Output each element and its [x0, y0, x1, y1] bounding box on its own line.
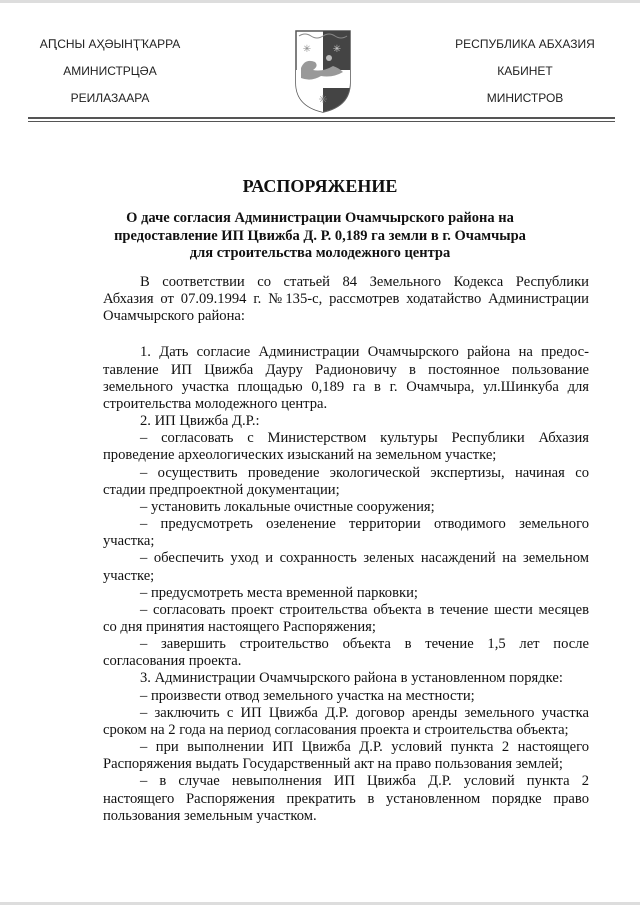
paragraph	[103, 688, 589, 705]
document-body	[103, 274, 589, 825]
paragraph	[103, 773, 589, 824]
paragraph	[103, 274, 589, 325]
paragraph-line: – согласовать с Министерством культуры Республики Абхазия	[140, 430, 589, 447]
paragraph-gap	[103, 325, 589, 344]
header-abkhaz	[30, 31, 190, 112]
header-right-line: КАБИНЕТ	[497, 64, 553, 78]
paragraph-line: 2. ИП Цвижба Д.Р.:	[140, 413, 260, 430]
paragraph-line: тавление ИП Цвижба Дауру Радионовичу в постоянное пользование	[103, 361, 589, 378]
paragraph-line: земельного участка площадью 0,189 га в г. Очамчыра, ул.Шинкуба для	[103, 378, 589, 395]
paragraph	[103, 670, 589, 687]
paragraph-line: Очамчырского района:	[103, 308, 245, 325]
paragraph-line: – согласовать проект строительства объекта в течение шести месяцев	[140, 601, 589, 618]
paragraph-line: – осуществить проведение экологической экспертизы, начиная со	[140, 464, 589, 481]
paragraph-line: – произвести отвод земельного участка на местности;	[140, 687, 475, 704]
document-subtitle	[0, 210, 640, 263]
paragraph	[103, 430, 589, 464]
paragraph-line: – предусмотреть озеленение территории отводимого земельного	[140, 516, 589, 533]
paragraph-line: 3. Администрации Очамчырского района в установленном порядке:	[140, 670, 563, 687]
header-left-line: АԤСНЫ АҲӘЫНҬҠАРРА	[39, 37, 181, 51]
paragraph-line: – завершить строительство объекта в течение 1,5 лет после	[140, 636, 589, 653]
paragraph	[103, 516, 589, 550]
paragraph	[103, 344, 589, 413]
paragraph-line: Абхазия от 07.09.1994 г. №135-с, рассмотрев ходатайство Администрации	[103, 291, 589, 308]
paragraph-line: – установить локальные очистные сооружения;	[140, 498, 435, 515]
paragraph-line: участка;	[103, 533, 155, 550]
paragraph-line: стадии предпроектной документации;	[103, 481, 340, 498]
paragraph-line: согласования проекта.	[103, 653, 242, 670]
paragraph-line: строительства молодежного центра.	[103, 395, 328, 412]
paragraph-line: – при выполнении ИП Цвижба Д.Р. условий пункта 2 настоящего	[140, 739, 589, 756]
paragraph	[103, 413, 589, 430]
paragraph-line: настоящего Распоряжения прекратить в установленном порядке право	[103, 790, 589, 807]
paragraph-line: сроком на 2 года на период согласования проекта и строительства объекта;	[103, 721, 569, 738]
svg-text:✳: ✳	[332, 44, 342, 55]
paragraph	[103, 550, 589, 584]
subtitle-line: О даче согласия Администрации Очамчырского района на	[126, 210, 514, 226]
paragraph-line: проведение археологических изысканий на земельном участке;	[103, 447, 497, 464]
paragraph	[103, 739, 589, 773]
paragraph-line: – предусмотреть места временной парковки;	[140, 584, 418, 601]
header-rule-thick	[28, 117, 615, 119]
paragraph-line: со дня принятия настоящего Распоряжения;	[103, 618, 376, 635]
paragraph-line: – заключить с ИП Цвижба Д.Р. договор аренды земельного участка	[140, 704, 589, 721]
paragraph-line: – в случае невыполнения ИП Цвижба Д.Р. условий пункта 2	[140, 773, 589, 790]
document-title: РАСПОРЯЖЕНИЕ	[242, 176, 398, 196]
header-rule-thin	[28, 121, 615, 122]
svg-text:✳: ✳	[318, 94, 328, 106]
header-left-line: АМИНИСТРЦӘА	[63, 64, 157, 78]
paragraph	[103, 465, 589, 499]
subtitle-line: для строительства молодежного центра	[189, 245, 451, 261]
header-right-line: РЕСПУБЛИКА АБХАЗИЯ	[455, 37, 595, 51]
subtitle-line: предоставление ИП Цвижба Д. Р. 0,189 га земли в г. Очамчыра	[114, 227, 526, 244]
paragraph	[103, 636, 589, 670]
paragraph-line: Распоряжения выдать Государственный акт на право пользования землей;	[103, 756, 563, 773]
paragraph-line: 1. Дать согласие Администрации Очамчырского района на предос-	[140, 344, 589, 361]
header-left-line: РЕИЛАЗААРА	[70, 91, 150, 105]
paragraph-line: пользования земельным участком.	[103, 807, 317, 824]
paragraph	[103, 585, 589, 602]
paragraph	[103, 499, 589, 516]
svg-text:✳: ✳	[302, 44, 312, 55]
paragraph-line: В соответствии со статьей 84 Земельного Кодекса Республики	[140, 274, 589, 290]
scan-edge-top	[0, 0, 640, 3]
header-russian	[440, 31, 610, 112]
paragraph-line: участке;	[103, 567, 155, 584]
paragraph	[103, 602, 589, 636]
coat-of-arms-emblem	[293, 28, 353, 114]
paragraph	[103, 705, 589, 739]
paragraph-line: – обеспечить уход и сохранность зеленых насаждений на земельном	[140, 550, 589, 567]
header-right-line: МИНИСТРОВ	[486, 91, 564, 105]
